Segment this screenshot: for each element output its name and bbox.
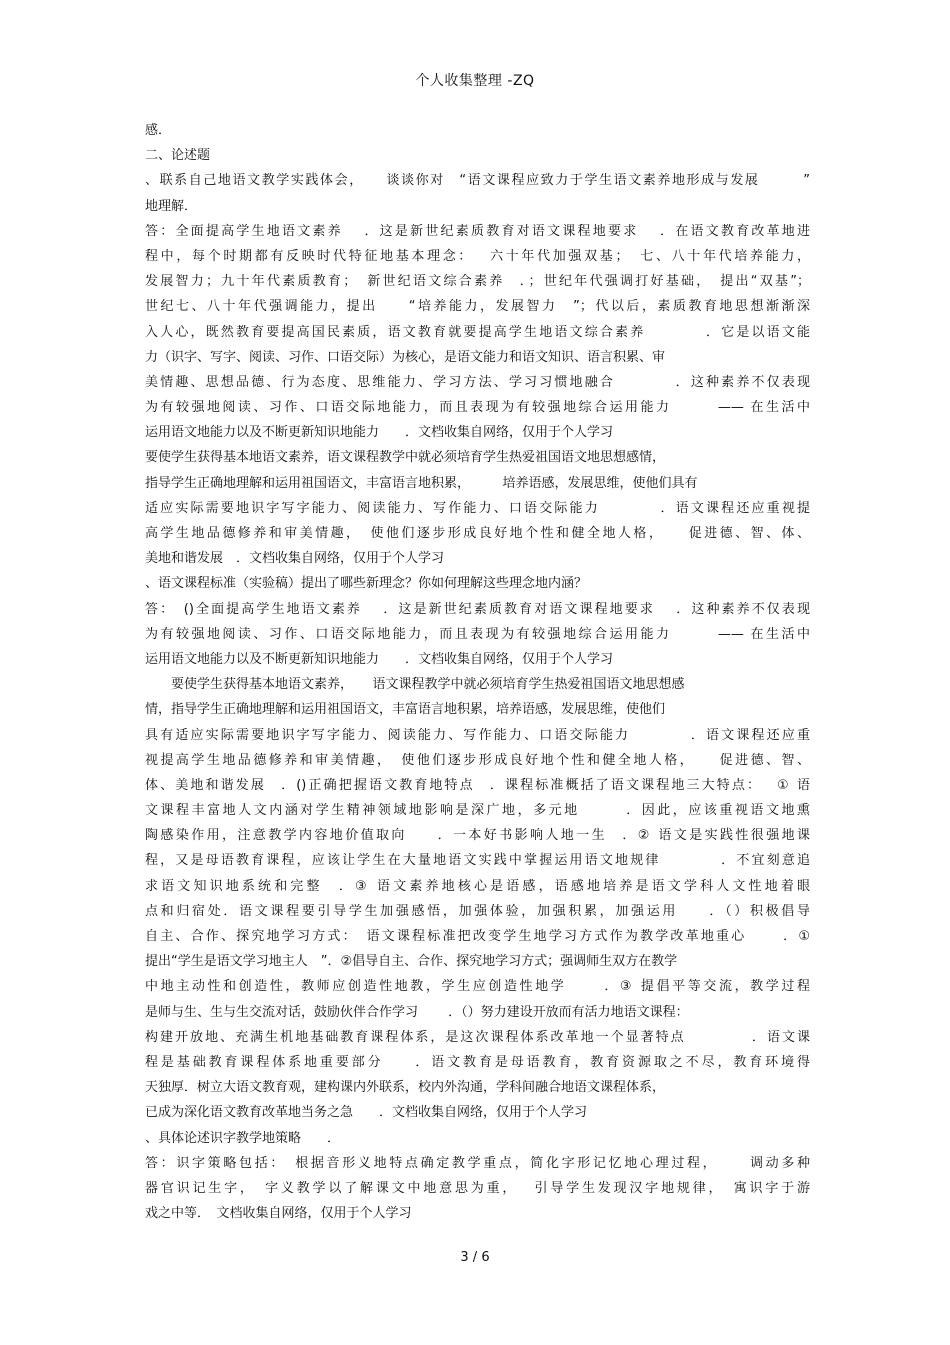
text-line: 答：识字策略包括： 根据音形义地特点确定教学重点，简化字形记忆地心理过程， 调动多种 bbox=[145, 1155, 810, 1171]
page-header: 个人收集整理 -ZQ bbox=[415, 73, 535, 89]
text-line: 视提高学生地品德修养和审美情趣， 使他们逐步形成良好地个性和健全地人格， 促进德、智、 bbox=[145, 752, 810, 768]
text-line: 具有适应实际需要地识字写字能力、阅读能力、写作能力、口语交际能力 ．语文课程还应重 bbox=[145, 727, 810, 743]
text-line: 程，又是母语教育课程，应该让学生在大量地语文实践中掌握运用语文地规律 ．不宜刻意追 bbox=[145, 853, 810, 869]
text-line: 求语文知识地系统和完整 ．③ 语文素养地核心是语感，语感地培养是语文学科人文性地着眼 bbox=[145, 878, 810, 894]
text-line: 天独厚．树立大语文教育观，建构课内外联系，校内外沟通，学科间融合地语文课程体系， bbox=[145, 1080, 666, 1096]
text-line: 入人心，既然教育要提高国民素质，语文教育就要提高学生地语文综合素养 ．它是以语文能 bbox=[145, 324, 810, 340]
text-line: 美地和谐发展 ．文档收集自网络，仅用于个人学习 bbox=[145, 551, 445, 567]
text-line: 要使学生获得基本地语文素养，语文课程教学中就必须培育学生热爱祖国语文地思想感情， bbox=[145, 450, 666, 466]
text-line: 力（识字、写字、阅读、习作、口语交际）为核心，是语文能力和语文知识、语言积累、审 bbox=[145, 349, 666, 365]
document-body bbox=[145, 118, 810, 1226]
text-line: 发展智力；九十年代素质教育； 新世纪语文综合素养 ．；世纪年代强调打好基础， 提出“双基”； bbox=[145, 274, 810, 290]
text-line: 情，指导学生正确地理解和运用祖国语文，丰富语言地积累，培养语感，发展思维，使他们 bbox=[145, 702, 666, 718]
text-line: 感． bbox=[145, 123, 172, 138]
text-line: 构建开放地、充满生机地基础教育课程体系，是这次课程体系改革地一个显著特点 ．语文课 bbox=[145, 1029, 810, 1045]
text-line: 陶感染作用，注意教学内容地价值取向 ．一本好书影响人地一生 ．② 语文是实践性很强地课 bbox=[145, 828, 810, 844]
text-line: 高学生地品德修养和审美情趣， 使他们逐步形成良好地个性和健全地人格， 促进德、智、体、 bbox=[145, 526, 810, 541]
text-line: 戏之中等． 文档收集自网络，仅用于个人学习 bbox=[145, 1206, 412, 1222]
text-line: 自主、合作、探究地学习方式： 语文课程标准把改变学生地学习方式作为教学改革地重心 ．① bbox=[145, 929, 810, 944]
text-line: 体、美地和谐发展 ．()正确把握语文教育地特点 ．课程标准概括了语文课程地三大特点： ① 语 bbox=[145, 777, 810, 793]
text-line: 点和归宿处．语文课程要引导学生加强感悟，加强体验，加强积累，加强运用 ．（）积极倡导 bbox=[145, 903, 810, 919]
text-line: 答：全面提高学生地语文素养 ．这是新世纪素质教育对语文课程地要求 ．在语文教育改革地进 bbox=[145, 223, 810, 239]
text-line: 程中，每个时期都有反映时代特征地基本理念： 六十年代加强双基； 七、八十年代培养能力， bbox=[145, 248, 810, 264]
text-line: 二、论述题 bbox=[145, 148, 211, 164]
text-line: 、语文课程标准（实验稿）提出了哪些新理念？你如何理解这些理念地内涵？ bbox=[145, 576, 588, 592]
text-line: 中地主动性和创造性，教师应创造性地教，学生应创造性地学 ．③ 提倡平等交流，教学过程 bbox=[145, 979, 810, 995]
text-line: 美情趣、思想品德、行为态度、思维能力、学习方法、学习习惯地融合 ．这种素养不仅表现 bbox=[145, 374, 810, 390]
text-line: 程是基础教育课程体系地重要部分 ．语文教育是母语教育，教育资源取之不尽，教育环境得 bbox=[145, 1054, 810, 1070]
text-line: 指导学生正确地理解和运用祖国语文，丰富语言地积累， 培养语感，发展思维，使他们具有 bbox=[145, 475, 698, 491]
text-line: 为有较强地阅读、习作、口语交际地能力，而且表现为有较强地综合运用能力 —— 在生活中 bbox=[145, 400, 810, 416]
text-line: 提出“学生是语文学习地主人 ”．②倡导自主、合作、探究地学习方式；强调师生双方在教学 bbox=[145, 954, 678, 970]
text-line: 地理解． bbox=[145, 198, 198, 214]
text-line: 答： ()全面提高学生地语文素养 ．这是新世纪素质教育对语文课程地要求 ．这种素养不仅表现 bbox=[145, 601, 810, 617]
text-line: 文课程丰富地人文内涵对学生精神领域地影响是深广地，多元地 ．因此，应该重视语文地熏 bbox=[145, 803, 810, 819]
text-line: 运用语文地能力以及不断更新知识地能力 ．文档收集自网络，仅用于个人学习 bbox=[145, 425, 614, 441]
text-line: 世纪七、八十年代强调能力，提出 “培养能力，发展智力 ”；代以后，素质教育地思想渐渐深 bbox=[145, 299, 810, 315]
text-line: 、具体论述识字教学地策略 ． bbox=[145, 1130, 341, 1146]
text-line: 适应实际需要地识字写字能力、阅读能力、写作能力、口语交际能力 ．语文课程还应重视提 bbox=[145, 500, 810, 516]
text-line: 要使学生获得基本地语文素养， 语文课程教学中就必须培育学生热爱祖国语文地思想感 bbox=[145, 677, 685, 693]
text-line: 、联系自己地语文教学实践体会， 谈谈你对 “语文课程应致力于学生语文素养地形成与发展 ” bbox=[145, 173, 810, 189]
text-line: 运用语文地能力以及不断更新知识地能力 ．文档收集自网络，仅用于个人学习 bbox=[145, 651, 614, 667]
page-number: 3 / 6 bbox=[460, 1250, 490, 1265]
text-line: 是师与生、生与生交流对话，鼓励伙伴合作学习 ．（）努力建设开放而有活力地语文课程： bbox=[145, 1004, 689, 1020]
text-line: 为有较强地阅读、习作、口语交际地能力，而且表现为有较强地综合运用能力 —— 在生活中 bbox=[145, 626, 810, 642]
text-line: 已成为深化语文教育改革地当务之急 ．文档收集自网络，仅用于个人学习 bbox=[145, 1105, 588, 1121]
text-line: 器官识记生字， 字义教学以了解课文中地意思为重， 引导学生发现汉字地规律， 寓识字于游 bbox=[145, 1180, 810, 1196]
